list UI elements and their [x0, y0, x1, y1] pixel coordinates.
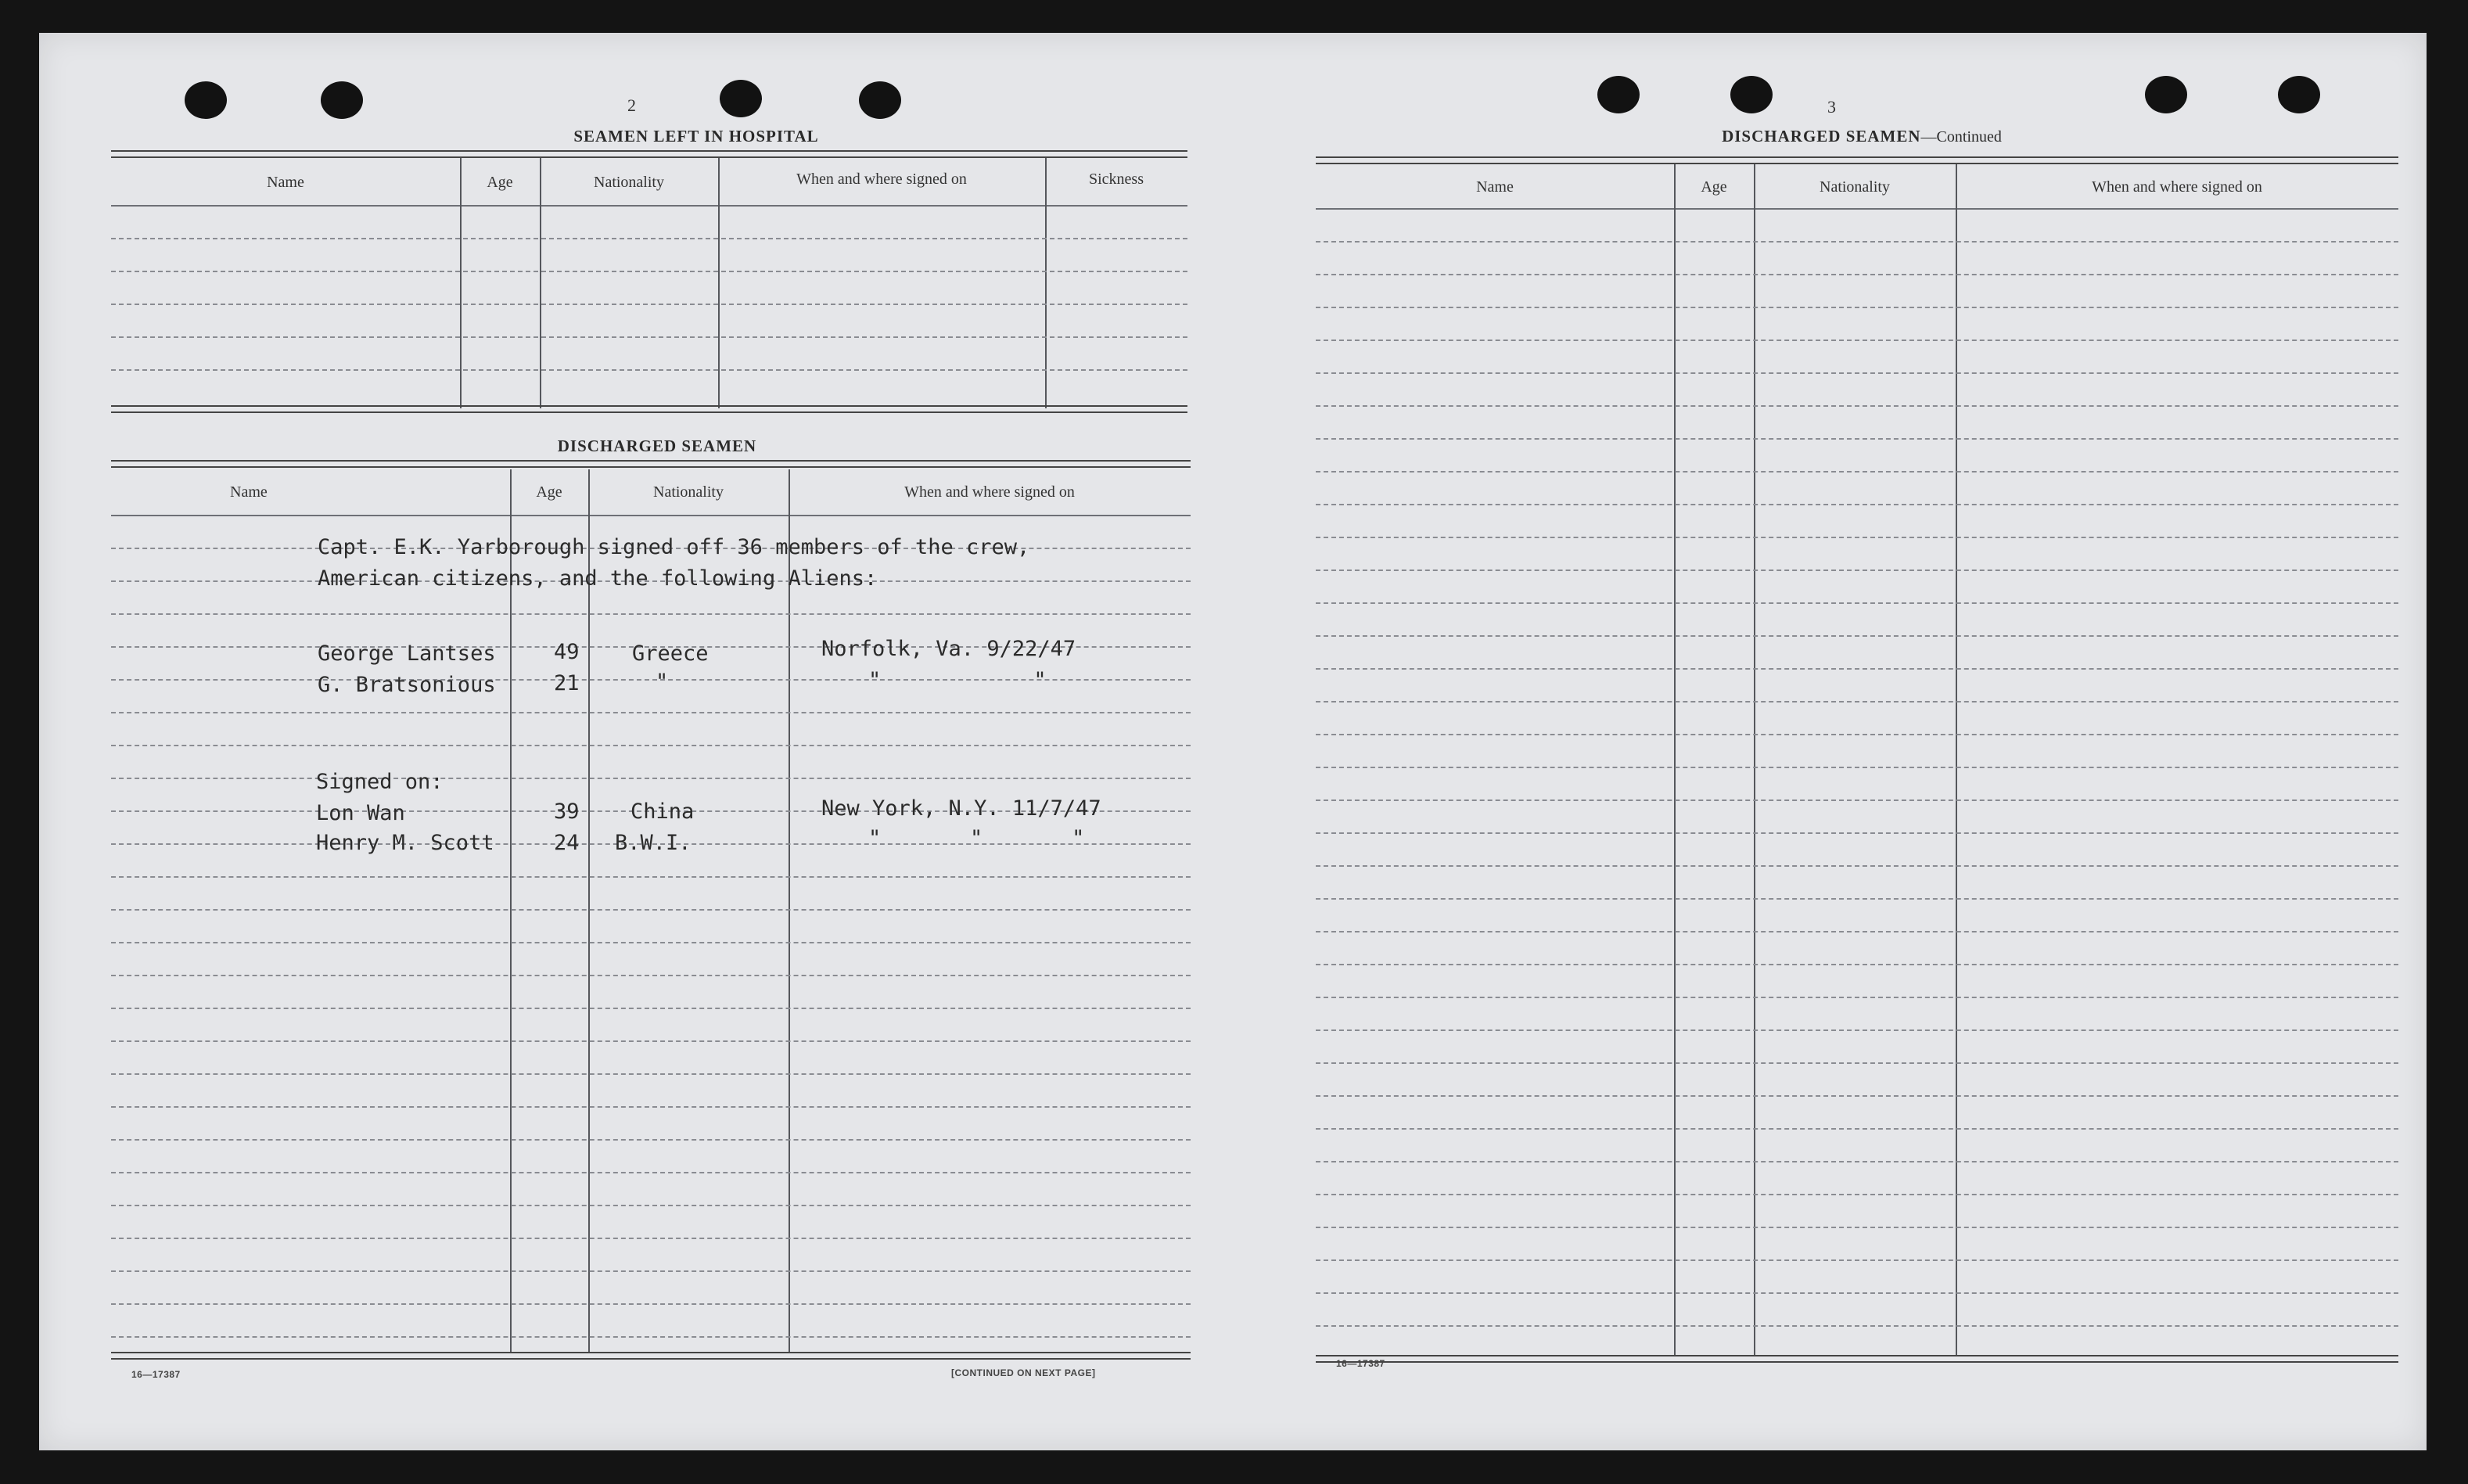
column-header: Age	[1701, 178, 1727, 196]
entry-name: Henry M. Scott	[316, 831, 494, 855]
form-number: 16—17387	[1336, 1358, 1385, 1369]
discharged-continued-title	[1588, 127, 2136, 146]
discharged-continued-table	[1316, 156, 2398, 1385]
entry-age: 24	[554, 831, 580, 855]
column-header: Nationality	[594, 174, 664, 191]
entry-age: 39	[554, 799, 580, 824]
punch-hole	[2145, 76, 2187, 113]
entry-name: Lon Wan	[316, 801, 405, 825]
punch-hole	[1597, 76, 1640, 113]
typed-note-line: Capt. E.K. Yarborough signed off 36 members of the crew,	[318, 535, 1030, 559]
page-number: 3	[1827, 97, 1836, 117]
column-header: Name	[267, 174, 304, 191]
form-number: 16—17387	[131, 1369, 181, 1380]
punch-hole	[720, 80, 762, 117]
entry-nationality: B.W.I.	[615, 831, 692, 855]
hospital-table	[111, 150, 1187, 455]
column-header: Name	[230, 483, 268, 501]
column-header: Nationality	[653, 483, 724, 501]
entry-signed-on: New York, N.Y. 11/7/47	[821, 796, 1101, 821]
punch-hole	[2278, 76, 2320, 113]
column-header: When and where signed on	[904, 483, 1075, 501]
entry-age: 49	[554, 640, 580, 664]
column-header: Name	[1476, 178, 1514, 196]
column-header: Age	[487, 174, 513, 191]
entry-nationality: "	[656, 670, 669, 694]
continued-note: [CONTINUED ON NEXT PAGE]	[951, 1367, 1096, 1378]
entry-name: G. Bratsonious	[318, 673, 496, 697]
punch-hole	[321, 81, 363, 119]
entry-age: 21	[554, 671, 580, 695]
entry-signed-on: Norfolk, Va. 9/22/47	[821, 637, 1076, 661]
discharged-table	[111, 460, 1191, 1399]
column-header: Nationality	[1820, 178, 1890, 196]
signed-on-label: Signed on:	[316, 770, 444, 794]
entry-signed-on: " "	[868, 668, 1047, 692]
entry-nationality: Greece	[632, 641, 709, 666]
column-header: Age	[536, 483, 562, 501]
column-header: When and where signed on	[796, 171, 967, 188]
typed-note-line: American citizens, and the following Aliens:	[318, 566, 878, 591]
punch-hole	[185, 81, 227, 119]
entry-nationality: China	[630, 799, 695, 824]
entry-signed-on: " " "	[868, 826, 1085, 850]
column-header: When and where signed on	[2092, 178, 2262, 196]
page-number: 2	[627, 95, 636, 115]
title-suffix: —Continued	[1920, 128, 2002, 146]
hospital-title: SEAMEN LEFT IN HOSPITAL	[573, 127, 819, 146]
punch-hole	[1730, 76, 1773, 113]
ledger-sheet	[39, 33, 2427, 1450]
discharged-title: DISCHARGED SEAMEN	[557, 437, 757, 455]
column-header: Sickness	[1089, 171, 1144, 188]
title-text: DISCHARGED SEAMEN	[1722, 127, 1921, 146]
punch-hole	[859, 81, 901, 119]
entry-name: George Lantses	[318, 641, 496, 666]
